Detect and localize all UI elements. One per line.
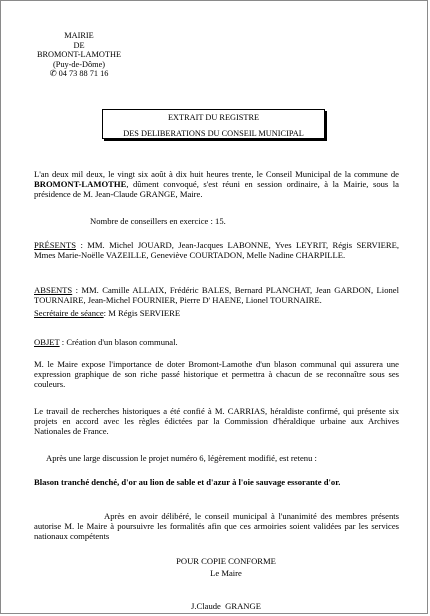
objet-label: OBJET <box>34 337 60 347</box>
objet-line: OBJET : Création d'un blason communal. <box>34 337 178 347</box>
header-phone: 04 73 88 71 16 <box>58 69 109 79</box>
mayor-signature-name: J.Claude GRANGE <box>191 601 261 611</box>
header-de: DE <box>73 40 85 50</box>
telephone-icon: ✆ <box>49 69 57 79</box>
copy-conforme: POUR COPIE CONFORME <box>176 556 276 566</box>
paragraph-1: M. le Maire expose l'importance de doter Bromont-Lamothe d'un blason communal qui assurera une expression graphique de son riche passé historique et permettra à chacun de se reconnaître sous ses couleurs. <box>34 359 399 390</box>
absent-label: ABSENTS <box>34 285 73 295</box>
present-paragraph: PRÉSENTS : MM. Michel JOUARD, Jean-Jacques LABONNE, Yves LEYRIT, Régis SERVIERE, Mmes Marie-Noëlle VAZEILLE, Geneviève COURTADON, Melle Nadine CHARPILLE. <box>34 240 399 261</box>
letterhead <box>29 31 129 79</box>
absent-paragraph: ABSENTS : MM. Camille ALLAIX, Frédéric BALES, Bernard PLANCHAT, Jean GARDON, Lionel TOURNAIRE, Jean-Michel FOURNIER, Pierre D' HAENE, Lionel TOURNAIRE. <box>34 285 399 306</box>
header-commune: BROMONT-LAMOTHE <box>36 50 122 60</box>
header-phone-line <box>29 69 129 79</box>
paragraph-2: Le travail de recherches historiques a été confié à M. CARRIAS, héraldiste confirmé, qui présente six projets en accord avec les règles édictées par la Commission d'héraldique urbaine aux Archives Nationales de France. <box>34 406 399 437</box>
extract-title-box <box>102 109 325 139</box>
blason-description: Blason tranché denché, d'or au lion de sable et d'azur à l'oie sauvage essorante d'or. <box>34 477 341 487</box>
mayor-role: Le Maire <box>210 568 242 578</box>
extract-title-line2: DES DELIBERATIONS DU CONSEIL MUNICIPAL <box>123 129 304 138</box>
secretary-label: Secrétaire de séance <box>34 308 104 318</box>
header-department: (Puy-de-Dôme) <box>52 59 106 69</box>
extract-title-line1: EXTRAIT DU REGISTRE <box>167 113 260 122</box>
present-label: PRÉSENTS <box>34 240 77 250</box>
councillors-count: Nombre de conseillers en exercice : 15. <box>90 216 226 226</box>
intro-paragraph: L'an deux mil deux, le vingt six août à dix huit heures trente, le Conseil Municipal de la commune de BROMONT-LAMOTHE, dûment convoqué, s'est réuni en session ordinaire, à la Mairie, sous la présidence de M. Jean-Claude GRANGE, Maire. <box>34 169 399 200</box>
paragraph-3: Après une large discussion le projet numéro 6, légèrement modifié, est retenu : <box>46 453 317 463</box>
secretary-line: Secrétaire de séance: M Régis SERVIERE <box>34 308 181 318</box>
header-mairie: MAIRIE <box>64 31 94 40</box>
paragraph-4: Après en avoir délibéré, le conseil municipal à l'unanimité des membres présents autorise M. le Maire à poursuivre les formalités afin que ces armoiries soient validées par les services nationaux compétents <box>34 511 399 542</box>
commune-name: BROMONT-LAMOTHE <box>34 179 127 190</box>
